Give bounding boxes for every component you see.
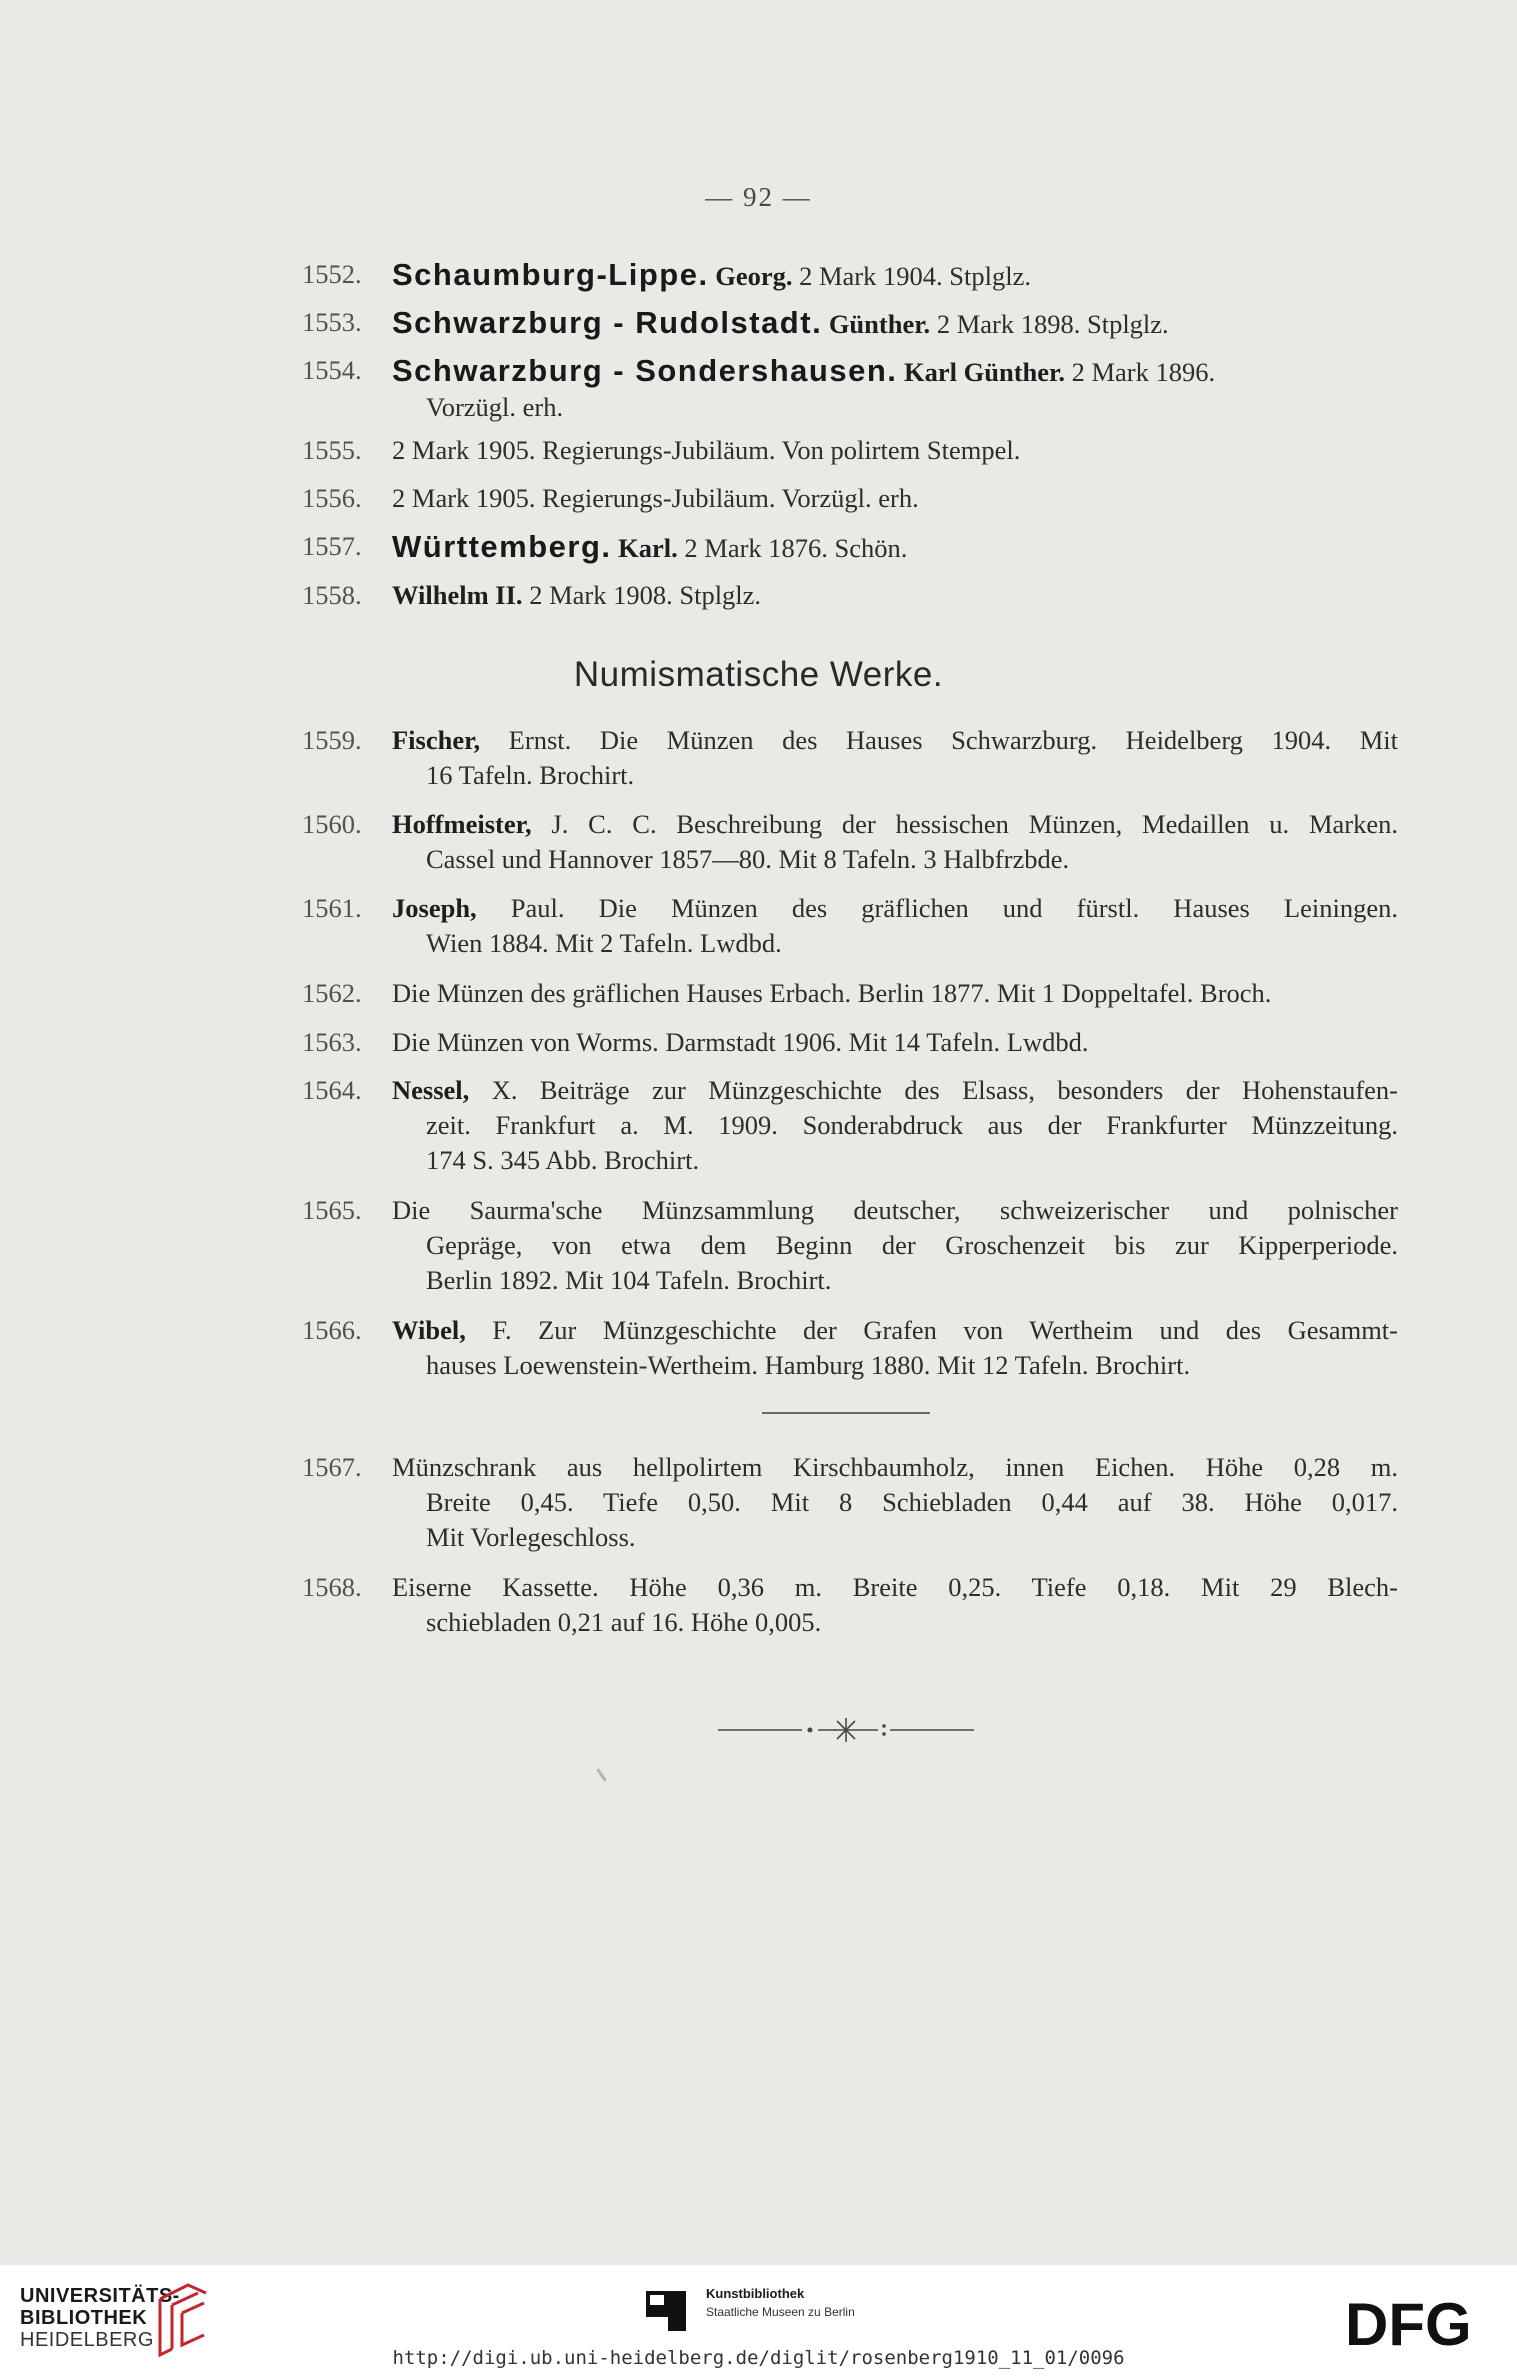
entry-text bbox=[392, 529, 1398, 566]
furniture-entry bbox=[302, 1570, 1398, 1640]
entry-detail: 2 Mark 1905. Regierungs-Jubiläum. Von polirtem Stempel. bbox=[392, 435, 1021, 465]
dfg-logo-text: DFG bbox=[1345, 2295, 1472, 2351]
book-entry bbox=[302, 1193, 1398, 1298]
entry-continuation: zeit. Frankfurt a. M. 1909. Sonderabdruck aus der Frankfurter Münzzeitung. bbox=[426, 1110, 1398, 1140]
end-ornament-icon bbox=[718, 1710, 974, 1750]
coin-entry bbox=[302, 578, 1398, 613]
entry-text bbox=[392, 1570, 1398, 1640]
entry-subheading: Wilhelm II. bbox=[392, 580, 523, 610]
entry-continuation: schiebladen 0,21 auf 16. Höhe 0,005. bbox=[426, 1607, 822, 1637]
entry-detail: 2 Mark 1898. Stplglz. bbox=[930, 309, 1169, 339]
entry-title: Ernst. Die Münzen des Hauses Schwarzburg. Heidelberg 1904. Mit bbox=[480, 725, 1398, 755]
entry-line bbox=[392, 723, 1398, 758]
book-entry bbox=[302, 976, 1398, 1011]
book-entry bbox=[302, 891, 1398, 961]
book-entry bbox=[302, 807, 1398, 877]
entry-text bbox=[392, 1025, 1398, 1060]
entry-line bbox=[392, 1025, 1398, 1060]
entry-number: 1557. bbox=[302, 531, 362, 561]
entry-detail: 2 Mark 1876. Schön. bbox=[677, 533, 908, 563]
entry-text bbox=[392, 807, 1398, 877]
ub-logo-line3: HEIDELBERG bbox=[20, 2329, 154, 2351]
entry-title: X. Beiträge zur Münzgeschichte des Elsass, besonders der Hohenstaufen- bbox=[469, 1075, 1398, 1105]
ub-logo-line2: BIBLIOTHEK bbox=[20, 2307, 148, 2329]
ink-speck bbox=[596, 1768, 606, 1781]
entry-line bbox=[392, 807, 1398, 842]
coin-entry bbox=[302, 257, 1398, 294]
entry-title: Die Münzen von Worms. Darmstadt 1906. Mit 14 Tafeln. Lwdbd. bbox=[392, 1027, 1089, 1057]
entry-text bbox=[392, 353, 1398, 425]
entry-number: 1556. bbox=[302, 483, 362, 513]
section-title: Numismatische Werke. bbox=[573, 655, 944, 694]
coin-entry bbox=[302, 481, 1398, 516]
entry-line: Münzschrank aus hellpolirtem Kirschbaumholz, innen Eichen. Höhe 0,28 m. bbox=[392, 1452, 1398, 1482]
entry-number: 1552. bbox=[302, 259, 362, 289]
entry-number: 1563. bbox=[302, 1027, 362, 1057]
coin-entry bbox=[302, 305, 1398, 342]
entry-number: 1562. bbox=[302, 978, 362, 1008]
book-entry bbox=[302, 1313, 1398, 1383]
entry-number: 1554. bbox=[302, 355, 362, 385]
entry-text bbox=[392, 1313, 1398, 1383]
book-entry bbox=[302, 1025, 1398, 1060]
entry-line bbox=[392, 976, 1398, 1011]
entry-number: 1567. bbox=[302, 1452, 362, 1482]
entry-text bbox=[392, 1450, 1398, 1555]
entry-author: Wibel, bbox=[392, 1315, 466, 1345]
entry-line: Eiserne Kassette. Höhe 0,36 m. Breite 0,25. Tiefe 0,18. Mit 29 Blech- bbox=[392, 1572, 1398, 1602]
entry-line bbox=[392, 891, 1398, 926]
entry-title: Die Saurma'sche Münzsammlung deutscher, schweizerischer und polnischer bbox=[392, 1195, 1398, 1225]
entry-number: 1568. bbox=[302, 1572, 362, 1602]
entry-line bbox=[392, 1073, 1398, 1108]
page-number: — 92 — bbox=[705, 182, 812, 212]
entry-detail: 2 Mark 1904. Stplglz. bbox=[792, 261, 1031, 291]
entry-author: Hoffmeister, bbox=[392, 809, 532, 839]
entry-continuation: Mit Vorlegeschloss. bbox=[426, 1522, 636, 1552]
entry-number: 1566. bbox=[302, 1315, 362, 1345]
entry-subheading: Karl. bbox=[618, 533, 678, 563]
entry-continuation: Vorzügl. erh. bbox=[426, 392, 564, 422]
entry-subheading: Günther. bbox=[828, 309, 931, 339]
kb-logo-line2: Staatliche Museen zu Berlin bbox=[706, 2305, 855, 2319]
entry-subheading: Karl Günther. bbox=[904, 357, 1065, 387]
entry-detail: 2 Mark 1905. Regierungs-Jubiläum. Vorzügl. erh. bbox=[392, 483, 919, 513]
section-divider bbox=[762, 1412, 930, 1414]
entry-number: 1561. bbox=[302, 893, 362, 923]
entry-number: 1553. bbox=[302, 307, 362, 337]
entry-text bbox=[392, 1193, 1398, 1298]
book-entry bbox=[302, 723, 1398, 793]
entry-heading: Schaumburg-Lippe. bbox=[392, 257, 709, 292]
entry-number: 1560. bbox=[302, 809, 362, 839]
entry-text bbox=[392, 305, 1398, 342]
entry-number: 1564. bbox=[302, 1075, 362, 1105]
entry-text bbox=[392, 891, 1398, 961]
entry-continuation: Gepräge, von etwa dem Beginn der Groschenzeit bis zur Kipperperiode. bbox=[426, 1230, 1398, 1260]
coin-entry bbox=[302, 529, 1398, 566]
coin-entry bbox=[302, 353, 1398, 425]
entry-title: Paul. Die Münzen des gräflichen und fürstl. Hauses Leiningen. bbox=[476, 893, 1398, 923]
entry-continuation: Wien 1884. Mit 2 Tafeln. Lwdbd. bbox=[426, 928, 782, 958]
entry-continuation: 174 S. 345 Abb. Brochirt. bbox=[426, 1145, 700, 1175]
kunstbibliothek-mark-icon bbox=[646, 2285, 692, 2331]
dfg-logo[interactable] bbox=[1345, 2295, 1495, 2351]
entry-continuation: Cassel und Hannover 1857—80. Mit 8 Tafeln. 3 Halbfrzbde. bbox=[426, 844, 1070, 874]
entry-text bbox=[392, 723, 1398, 793]
entry-text bbox=[392, 481, 1398, 516]
entry-heading: Schwarzburg - Sondershausen. bbox=[392, 353, 898, 388]
footer-bar bbox=[0, 2265, 1517, 2377]
entry-text bbox=[392, 257, 1398, 294]
permalink-url[interactable]: http://digi.ub.uni-heidelberg.de/diglit/rosenberg1910_11_01/0096 bbox=[392, 2347, 1125, 2369]
entry-author: Nessel, bbox=[392, 1075, 470, 1105]
entry-detail: 2 Mark 1908. Stplglz. bbox=[522, 580, 762, 610]
entry-number: 1558. bbox=[302, 580, 362, 610]
entry-text bbox=[392, 578, 1398, 613]
entry-subheading: Georg. bbox=[715, 261, 793, 291]
entry-continuation: Breite 0,45. Tiefe 0,50. Mit 8 Schiebladen 0,44 auf 38. Höhe 0,017. bbox=[426, 1487, 1398, 1517]
kb-logo-line1: Kunstbibliothek bbox=[706, 2286, 805, 2301]
entry-number: 1559. bbox=[302, 725, 362, 755]
coin-entry bbox=[302, 433, 1398, 468]
entry-text bbox=[392, 1073, 1398, 1178]
entry-continuation: 16 Tafeln. Brochirt. bbox=[426, 760, 635, 790]
entry-text bbox=[392, 976, 1398, 1011]
entry-author: Fischer, bbox=[392, 725, 481, 755]
entry-line bbox=[392, 1193, 1398, 1228]
entry-detail: 2 Mark 1896. bbox=[1064, 357, 1216, 387]
entry-text bbox=[392, 433, 1398, 468]
book-entry bbox=[302, 1073, 1398, 1178]
entry-line bbox=[392, 1313, 1398, 1348]
entry-number: 1565. bbox=[302, 1195, 362, 1225]
entry-title: Die Münzen des gräflichen Hauses Erbach. Berlin 1877. Mit 1 Doppeltafel. Broch. bbox=[392, 978, 1272, 1008]
entry-heading: Schwarzburg - Rudolstadt. bbox=[392, 305, 823, 340]
entry-heading: Württemberg. bbox=[392, 529, 612, 564]
entry-continuation: hauses Loewenstein-Wertheim. Hamburg 1880. Mit 12 Tafeln. Brochirt. bbox=[426, 1350, 1191, 1380]
ub-logo-line1: UNIVERSITÄTS- bbox=[20, 2285, 180, 2307]
entry-title: F. Zur Münzgeschichte der Grafen von Wertheim und des Gesammt- bbox=[465, 1315, 1398, 1345]
entry-continuation: Berlin 1892. Mit 104 Tafeln. Brochirt. bbox=[426, 1265, 832, 1295]
entry-number: 1555. bbox=[302, 435, 362, 465]
entry-title: J. C. C. Beschreibung der hessischen Münzen, Medaillen u. Marken. bbox=[531, 809, 1398, 839]
furniture-entry bbox=[302, 1450, 1398, 1555]
entry-author: Joseph, bbox=[392, 893, 477, 923]
